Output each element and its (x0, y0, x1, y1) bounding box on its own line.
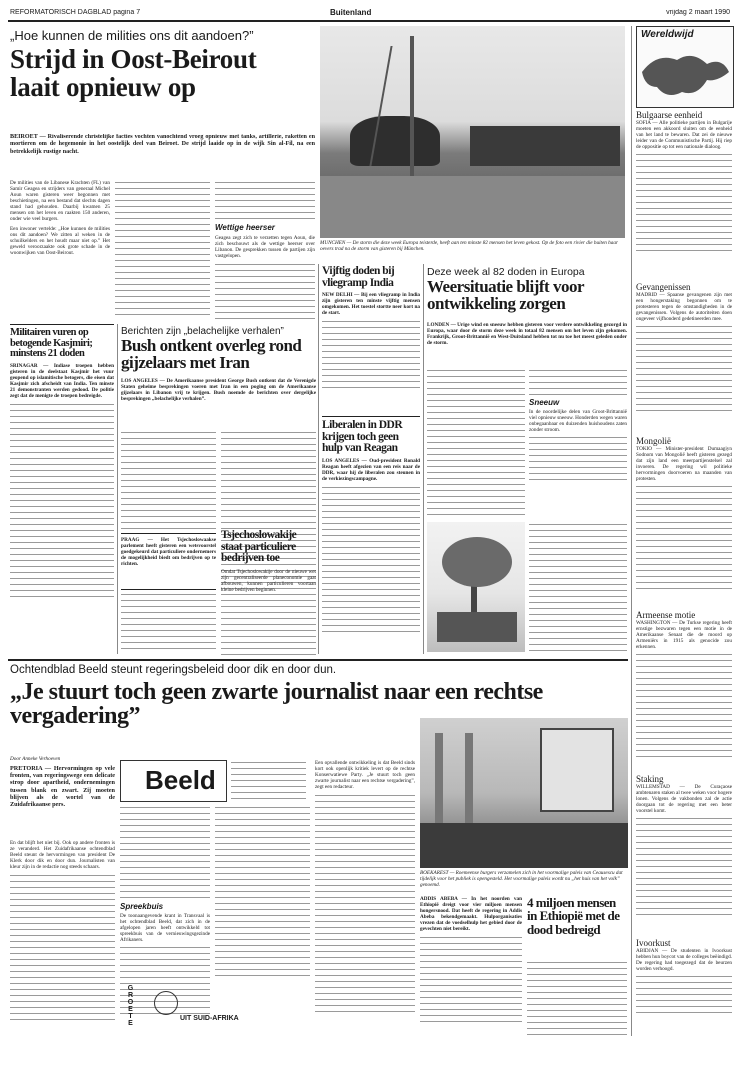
storm-body-2: In de noordelijke delen van Groot-Brittannië viel opnieuw sneeuw. Honderden wegen waren onbegaanbaar en duizenden huishoudens zaten zonder stroom. (529, 409, 627, 433)
ivoorkust-item (636, 938, 732, 1038)
beirut-column-3 (215, 180, 315, 320)
munich-photo-caption: MÜNCHEN — De storm die deze week Europa teisterde, heeft aan ten minste 82 mensen het leven gekost. Op de foto een rivier die buiten haar oevers trad na de storm van gisteren bij München. (320, 240, 618, 252)
india-crash-article (322, 266, 420, 416)
kashmir-headline: Militairen vuren op betogende Kasjmiri; minstens 21 doden (10, 328, 93, 360)
storm-col-2 (529, 368, 627, 518)
ivoorkust-title: Ivoorkust (636, 938, 671, 948)
prague-col (121, 592, 216, 654)
storm-tree-photo (427, 522, 525, 652)
staking-body: WILLEMSTAD — De Curaçaose ambtenaren staken al twee weken voor hogere lonen. Volgens de vakbonden zal de actie doorgaan tot de regering met een beter voorstel komt. (636, 784, 732, 814)
beirut-headline: Strijd in Oost-Beirout laait opnieuw op (10, 44, 257, 102)
beeld-masthead (120, 760, 227, 802)
beirut-kicker: „Hoe kunnen de milities ons dit aandoen?” (10, 28, 254, 43)
zuidafrika-body-text: En dat blijft het niet bij. Ook op andere fronten is ze veranderd. Het Zuidafrikaanse ochtendblad Beeld steunt de hervormingen van president De Klerk door dik en door dun. Journalisten van kleur zijn in de redactie nog steeds schaars. (10, 840, 115, 870)
zuidafrika-body-3: Een opvallende ontwikkeling is dat Beeld sinds kort ook openlijk kritiek levert op de rechtse Konserwatiewe Party. „Je stuurt toch geen zwarte journalist naar een rechtse vergadering”, zegt een redacteur. (315, 760, 415, 790)
zuidafrika-body-2: De toonaangevende krant in Transvaal is het ochtendblad Beeld, dat zich in de afgelopen jaren heeft ontwikkeld tot spreekbuis van de vernieuwingsgezinde Afrikaners. (120, 913, 210, 943)
bush-body: LOS ANGELES — De Amerikaanse president George Bush ontkent dat de Verenigde Staten geheime besprekingen voeren met Iran in een poging om de Amerikaanse gijzelaars in Libanon vrij te krijgen. Bush noemde de berichten over dergelijke besprekingen „belachelijke verhalen”. (121, 378, 316, 402)
beirut-lead: BEIROET — Rivaliserende christelijke facties vochten vanochtend vroeg opnieuw met tanks, artillerie, raketten en mortieren om de hegemonie in het oostelijk deel van Beiroet. De strijd laaide op in de wijk Sin al-Fil, na een betrekkelijk rustige nacht. (10, 134, 315, 155)
gevangenissen-item (636, 282, 732, 432)
zuidafrika-byline: Door Anneke Verhoeven (10, 756, 61, 762)
zuidafrika-col-4 (315, 760, 415, 1040)
page-date: vrijdag 2 maart 1990 (666, 9, 730, 16)
page-number: 7 (136, 9, 141, 16)
ethiopie-body: ADDIS ABEBA — In het noorden van Ethiopië dreigt voor vier miljoen mensen hongersnood. Dat heeft de regering in Addis Abeba bekendgemaakt. Hulporganisaties vrezen dat de voedselhulp het gebied door de gevechten niet bereikt. (420, 896, 522, 932)
zuidafrika-subhead: Spreekbuis (120, 902, 164, 911)
staking-item (636, 774, 732, 934)
zuidafrika-lead-block (10, 756, 115, 836)
mongolie-item (636, 436, 732, 606)
staking-title: Staking (636, 774, 664, 784)
beeld-title: Beeld (145, 765, 216, 795)
mongolie-title: Mongolië (636, 436, 671, 446)
zuidafrika-col-3 (215, 805, 310, 980)
boekarest-palace-photo (420, 718, 628, 868)
armeense-body: WASHINGTON — De Turkse regering heeft ernstige bezwaren tegen een motie in de Amerikaanse Senaat die de moord op Armeniërs in 1915 als genocide zou erkennen. (636, 620, 732, 650)
gevangenissen-title: Gevangenissen (636, 282, 691, 292)
bulgaria-body: SOFIA — Alle politieke partijen in Bulgarije moeten een akkoord sluiten om de eenheid van het land te bewaren. Dat zei de nieuwe leider van de Communistische Partij. Hij riep de oppositie op tot een nationale dialoog. (636, 120, 732, 150)
bulgaria-item (636, 110, 732, 280)
tsjecho-headline: Tsjechoslowakije staat particuliere bedrijven toe (221, 530, 297, 565)
ethiopie-headline: 4 miljoen mensen in Ethiopië met de dood bedreigd (527, 896, 620, 937)
zuidafrika-headline: „Je stuurt toch geen zwarte journalist naar een rechtse vergadering” (10, 679, 543, 730)
bush-headline: Bush ontkent overleg rond gijzelaars met Iran (121, 336, 302, 373)
ethiopie-headline-block (527, 896, 627, 956)
map-stamp-icon (154, 991, 178, 1015)
storm-col-3 (529, 522, 627, 652)
kashmir-body: SRINAGAR — Indiase troepen hebben gisteren in de deelstaat Kasjmir het vuur geopend op islamitische betogers, die eisen dat Kasjmir zich afscheidt van India. Ten minste 21 demonstranten werden gedood. De politie zegt dat de menigte de troepen bedreigde. (10, 363, 114, 400)
ethiopie-body-block (420, 896, 522, 1036)
armeense-item (636, 610, 732, 770)
armeense-title: Armeense motie (636, 610, 696, 620)
beirut-column-2 (115, 180, 210, 320)
ethiopie-col-2 (527, 960, 627, 1036)
munich-flood-photo (320, 26, 625, 238)
prague-body: PRAAG — Het Tsjechoslowaakse parlement heeft gisteren een wetsvoorstel goedgekeurd dat particuliere ondernemers de mogelijkheid biedt om bedrijven op te richten. (121, 537, 216, 567)
storm-headline: Weersituatie blijft voor ontwikkeling zorgen (427, 277, 584, 314)
paper-name: REFORMATORISCH DAGBLAD pagina (10, 9, 135, 16)
bush-col-1 (121, 430, 216, 530)
kashmir-article (10, 328, 114, 653)
beirut-body-1 (10, 180, 110, 320)
globe-map-icon (637, 42, 733, 102)
mongolie-body: TOKIO — Minister-president Dumaagiyn Sodnom van Mongolië heeft gisteren gezegd dat zijn land een meerpartijenstelsel zal invoeren. De regering wil politieke hervormingen doorvoeren na maanden van protesten. (636, 446, 732, 482)
gevangenissen-body: MADRID — Spaanse gevangenen zijn met een hongerstaking begonnen om te protesteren tegen de omstandigheden in de gevangenissen. Volgens de autoriteiten doen ongeveer vijfhonderd gedetineerden mee. (636, 292, 732, 322)
section-title: Buitenland (330, 8, 372, 17)
bulgaria-title: Bulgaarse eenheid (636, 110, 703, 120)
storm-col-1 (427, 368, 525, 518)
tsjecho-body: Omdat Tsjechoslowakije door de nieuwe wet zijn gecentraliseerde planeconomie gaat afbouwen, kunnen particulieren voortaan kleine bedrijven beginnen. (221, 569, 316, 594)
liberalen-headline: Liberalen in DDR krijgen toch geen hulp van Reagan (322, 420, 403, 455)
storm-body: LONDEN — Urige wind en sneeuw hebben gisteren voor verdere ontwikkeling gezorgd in Europa, waar door de storm deze week in totaal 82 mensen om het leven zijn gekomen. Frankrijk, Groot-Brittannië en West-Duitsland hebben tot nu toe het meest geleden onder de storm. (427, 322, 627, 346)
wereldwijd-title: Wereldwijd (641, 29, 694, 40)
wereldwijd-badge (636, 26, 734, 108)
storm-kicker: Deze week al 82 doden in Europa (427, 266, 585, 278)
beirut-body-text-1: De milities van de Libanese Krachten (FL) van Samir Geagea en strijders van generaal Michel Aoun waren gisteren weer begonnen met beschietingen, na een bestand dat slechts dagen stand had gehouden. Daarbij kwamen 25 mensen om het leven en raakten 150 anderen, onder wie veel burgers. (10, 180, 110, 222)
beeld-side-text (231, 760, 306, 800)
india-crash-headline: Vijftig doden bij vliegramp India (322, 266, 395, 289)
zuidafrika-body (10, 840, 115, 1040)
groete-sticker (120, 985, 340, 1035)
groete-label: UIT SUID-AFRIKA (180, 1015, 239, 1022)
tsjecho-article (221, 530, 316, 655)
liberalen-body: LOS ANGELES — Oud-president Ronald Reagan heeft afgezien van een reis naar de DDR, waar hij de liberalen zou steunen in de verkiezingscampagne. (322, 458, 420, 483)
bush-kicker: Berichten zijn „belachelijke verhalen” (121, 326, 284, 337)
beirut-body-text-2: Een inwoner vertelde: „Hoe kunnen de milities ons dit aandoen? We zitten al weken in de schuilkelders en het houdt maar niet op.” Het geweld veroorzaakte ook grote schade in de woonwijken van Oost-Beirout. (10, 226, 110, 256)
groete-vertical-text: GROETE (127, 985, 134, 1027)
beirut-subhead: Wettige heerser (215, 223, 275, 232)
beirut-body-3: Geagea zegt zich te verzetten tegen Aoun, die zich beschouwt als de wettige heerser over Libanon. De gesprekken tussen de partijen zijn vastgelopen. (215, 235, 315, 259)
page-header-left (10, 9, 210, 18)
zuidafrika-lead: PRETORIA — Hervormingen op vele fronten, van regeringswege een delicate strop door apartheid, ondernemingen tussen blank en zwart. Zij moeten blijven als de wortel van de Zuidafrikaanse pers. (10, 765, 115, 809)
prague-box (121, 533, 216, 590)
ivoorkust-body: ABIDJAN — De studenten in Ivoorkust hebben hun boycot van de colleges beëindigd. De regering had toegezegd dat de beurzen worden verhoogd. (636, 948, 732, 972)
boekarest-caption: BOEKAREST — Roemeense burgers verzamelen zich in het voormalige paleis van Ceausescu dat tijdelijk voor het publiek is opengesteld. Het voormalige paleis wordt nu „het huis van het volk” genoemd. (420, 870, 623, 888)
storm-subhead: Sneeuw (529, 398, 560, 407)
india-crash-body: NEW DELHI — Bij een vliegramp in India zijn gisteren ten minste vijftig mensen omgekomen. Het toestel stortte neer kort na de start. (322, 292, 420, 317)
zuidafrika-kicker: Ochtendblad Beeld steunt regeringsbeleid door dik en door dun. (10, 664, 337, 676)
liberalen-article (322, 420, 420, 654)
